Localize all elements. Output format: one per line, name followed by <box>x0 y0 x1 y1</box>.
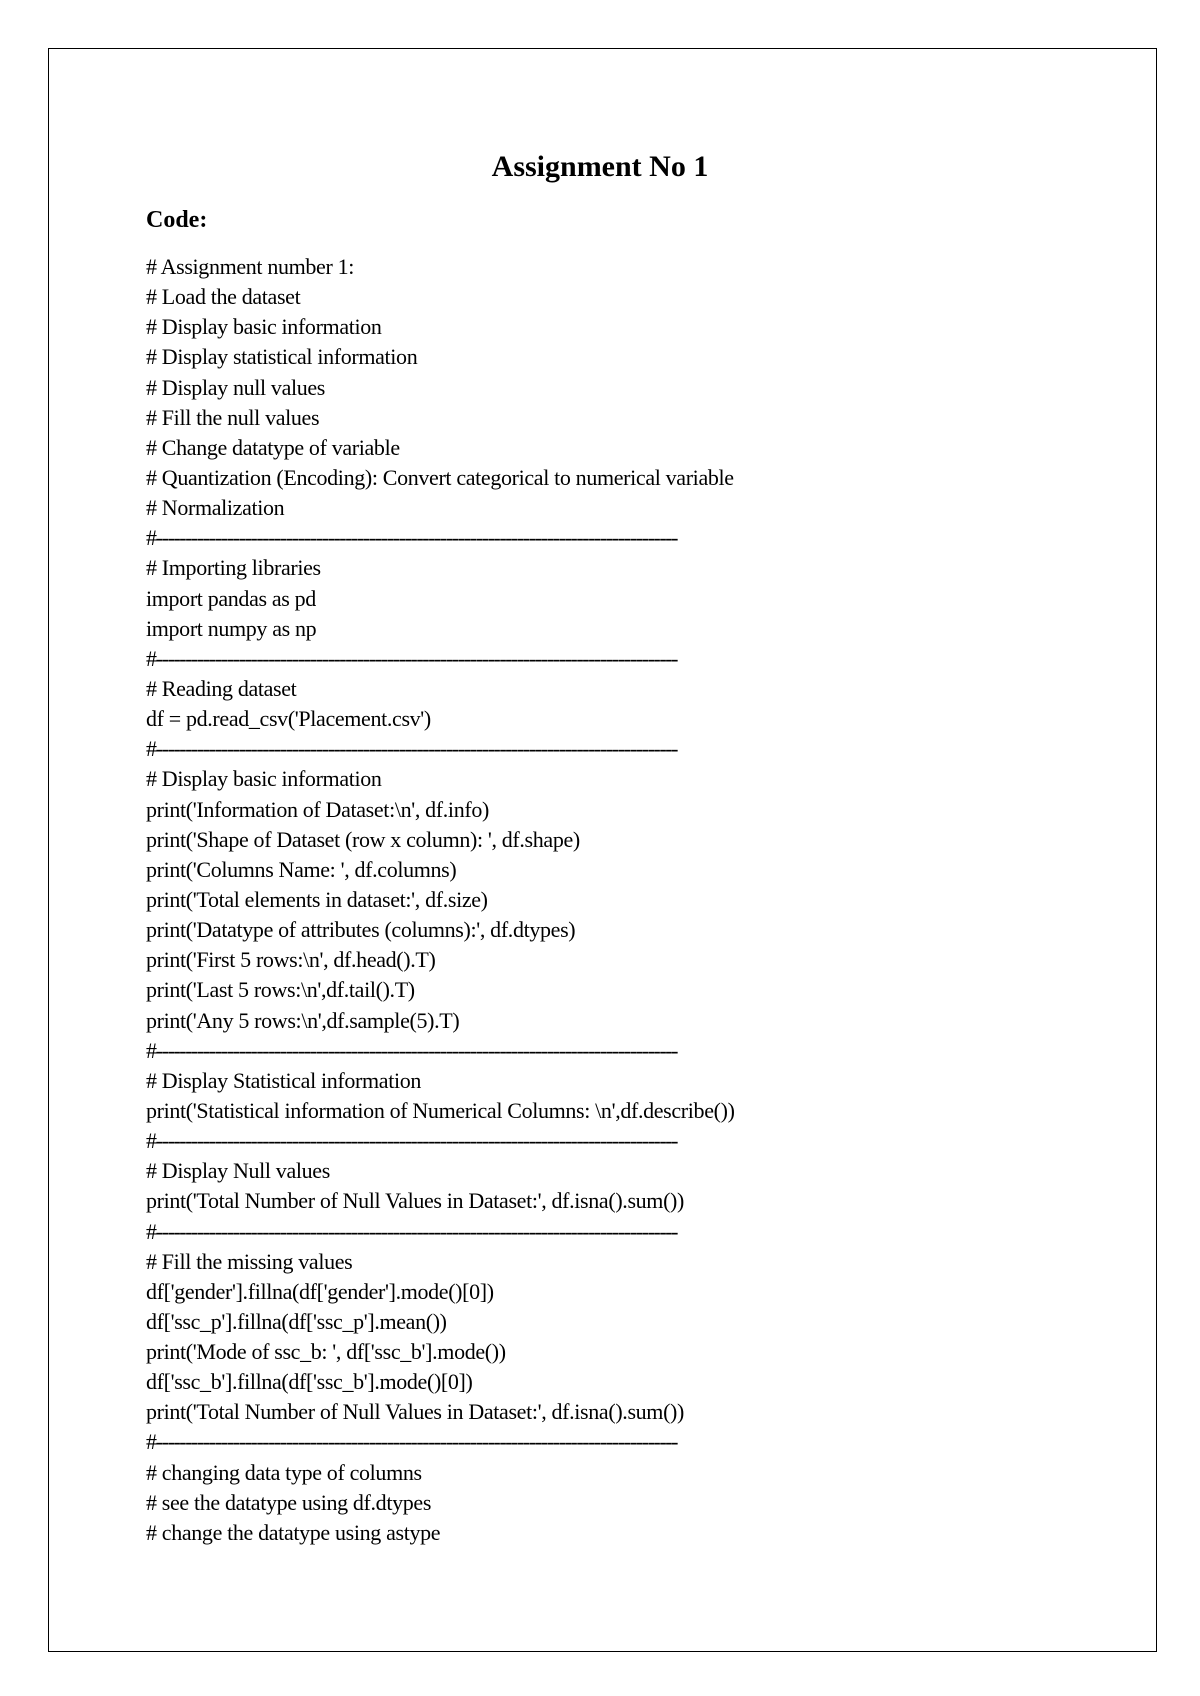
code-separator-line: #---------------------------------------------------------------------------------------- <box>146 525 678 551</box>
code-comment-line: # Display basic information <box>146 314 382 340</box>
code-separator-line: #---------------------------------------------------------------------------------------- <box>146 645 678 671</box>
code-statement-line: import pandas as pd <box>146 585 316 611</box>
document-title: Assignment No 1 <box>491 150 709 183</box>
code-comment-line: # Display null values <box>146 374 326 400</box>
code-comment-line: # changing data type of columns <box>146 1459 422 1485</box>
code-comment-line: # Change datatype of variable <box>146 434 400 460</box>
code-comment-line: # Fill the null values <box>146 404 320 430</box>
code-statement-line: print('Statistical information of Numerical Columns: \n',df.describe()) <box>146 1097 735 1123</box>
code-statement-line: print('Information of Dataset:\n', df.info) <box>146 796 489 822</box>
code-comment-line: # Assignment number 1: <box>146 254 355 279</box>
code-separator-line: #---------------------------------------------------------------------------------------- <box>146 736 678 762</box>
code-comment-line: # Display Statistical information <box>146 1067 422 1093</box>
code-comment-line: # Fill the missing values <box>146 1248 353 1274</box>
code-statement-line: import numpy as np <box>146 615 317 641</box>
code-statement-line: df['ssc_b'].fillna(df['ssc_b'].mode()[0]) <box>146 1369 473 1395</box>
code-block <box>146 252 1046 1548</box>
code-statement-line: print('First 5 rows:\n', df.head().T) <box>146 947 436 973</box>
code-statement-line: df['ssc_p'].fillna(df['ssc_p'].mean()) <box>146 1308 447 1334</box>
code-comment-line: # Display statistical information <box>146 344 418 370</box>
code-comment-line: # Reading dataset <box>146 675 297 701</box>
code-comment-line: # Load the dataset <box>146 284 301 310</box>
code-statement-line: print('Total Number of Null Values in Dataset:', df.isna().sum()) <box>146 1188 684 1214</box>
code-statement-line: df['gender'].fillna(df['gender'].mode()[0]) <box>146 1278 494 1304</box>
code-section-label: Code: <box>146 207 208 233</box>
code-statement-line: print('Datatype of attributes (columns):', df.dtypes) <box>146 917 576 943</box>
code-comment-line: # Importing libraries <box>146 555 321 581</box>
code-statement-line: df = pd.read_csv('Placement.csv') <box>146 706 431 732</box>
code-separator-line: #---------------------------------------------------------------------------------------- <box>146 1037 678 1063</box>
code-comment-line: # Display Null values <box>146 1158 330 1184</box>
code-comment-line: # Display basic information <box>146 766 382 792</box>
code-comment-line: # Quantization (Encoding): Convert categorical to numerical variable <box>146 464 734 490</box>
code-separator-line: #---------------------------------------------------------------------------------------- <box>146 1128 678 1154</box>
code-statement-line: print('Shape of Dataset (row x column): ', df.shape) <box>146 826 580 852</box>
code-statement-line: print('Total Number of Null Values in Dataset:', df.isna().sum()) <box>146 1399 684 1425</box>
code-separator-line: #---------------------------------------------------------------------------------------- <box>146 1218 678 1244</box>
code-statement-line: print('Mode of ssc_b: ', df['ssc_b'].mode()) <box>146 1339 506 1365</box>
code-statement-line: print('Last 5 rows:\n',df.tail().T) <box>146 977 415 1003</box>
code-statement-line: print('Any 5 rows:\n',df.sample(5).T) <box>146 1007 460 1033</box>
code-comment-line: # see the datatype using df.dtypes <box>146 1489 432 1515</box>
code-statement-line: print('Columns Name: ', df.columns) <box>146 856 457 882</box>
code-statement-line: print('Total elements in dataset:', df.size) <box>146 886 488 912</box>
code-separator-line: #---------------------------------------------------------------------------------------- <box>146 1429 678 1455</box>
code-comment-line: # Normalization <box>146 495 285 521</box>
code-comment-line: # change the datatype using astype <box>146 1519 441 1545</box>
